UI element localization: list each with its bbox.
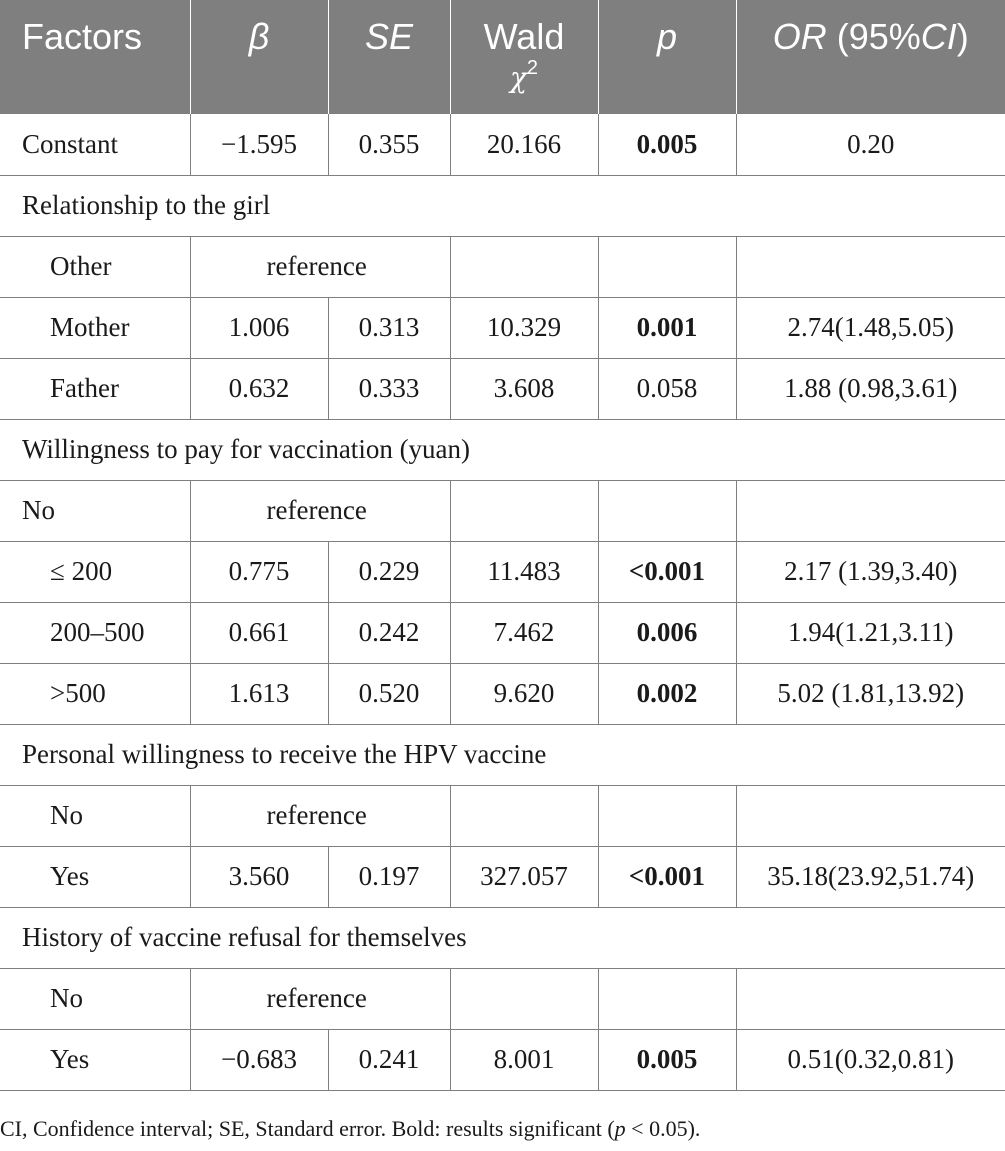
cell-beta: 0.632 — [190, 358, 328, 419]
cell-beta: 0.775 — [190, 541, 328, 602]
cell-or: 35.18(23.92,51.74) — [736, 846, 1005, 907]
cell-label: No — [0, 968, 190, 1029]
table-row — [0, 1029, 1005, 1090]
cell-p: 0.058 — [598, 358, 736, 419]
cell-p: <0.001 — [598, 846, 736, 907]
group-title: Willingness to pay for vaccination (yuan) — [0, 419, 1005, 480]
cell-empty — [736, 236, 1005, 297]
group-row-relationship — [0, 175, 1005, 236]
cell-label: No — [0, 480, 190, 541]
table-row — [0, 602, 1005, 663]
header-se — [328, 0, 450, 114]
cell-empty — [598, 785, 736, 846]
header-wald-chi: χ — [509, 60, 527, 94]
cell-p: 0.005 — [598, 1029, 736, 1090]
cell-se: 0.313 — [328, 297, 450, 358]
cell-wald: 8.001 — [450, 1029, 598, 1090]
group-row-personal — [0, 724, 1005, 785]
header-row — [0, 0, 1005, 114]
cell-se: 0.242 — [328, 602, 450, 663]
cell-beta: 1.006 — [190, 297, 328, 358]
cell-label: Father — [0, 358, 190, 419]
table-row — [0, 541, 1005, 602]
cell-or: 1.94(1.21,3.11) — [736, 602, 1005, 663]
cell-beta: 0.661 — [190, 602, 328, 663]
cell-label: No — [0, 785, 190, 846]
cell-wald: 7.462 — [450, 602, 598, 663]
cell-p: 0.006 — [598, 602, 736, 663]
cell-p: <0.001 — [598, 541, 736, 602]
cell-label: Yes — [0, 1029, 190, 1090]
cell-label: Mother — [0, 297, 190, 358]
header-factors: Factors — [0, 0, 190, 114]
cell-or: 1.88 (0.98,3.61) — [736, 358, 1005, 419]
cell-p: 0.001 — [598, 297, 736, 358]
cell-se: 0.241 — [328, 1029, 450, 1090]
cell-empty — [450, 480, 598, 541]
cell-reference: reference — [190, 480, 450, 541]
cell-wald: 20.166 — [450, 114, 598, 175]
cell-empty — [450, 968, 598, 1029]
cell-p: 0.002 — [598, 663, 736, 724]
cell-se: 0.333 — [328, 358, 450, 419]
table-row-constant — [0, 114, 1005, 175]
cell-empty — [598, 480, 736, 541]
cell-beta: −1.595 — [190, 114, 328, 175]
cell-wald: 9.620 — [450, 663, 598, 724]
cell-label: Yes — [0, 846, 190, 907]
header-or — [736, 0, 1005, 114]
cell-or: 2.74(1.48,5.05) — [736, 297, 1005, 358]
reference-row — [0, 480, 1005, 541]
group-row-refusal — [0, 907, 1005, 968]
cell-wald: 327.057 — [450, 846, 598, 907]
cell-se: 0.355 — [328, 114, 450, 175]
group-title: Relationship to the girl — [0, 175, 1005, 236]
table-row — [0, 846, 1005, 907]
cell-label: Constant — [0, 114, 190, 175]
cell-se: 0.229 — [328, 541, 450, 602]
cell-label: ≤ 200 — [0, 541, 190, 602]
cell-se: 0.197 — [328, 846, 450, 907]
cell-wald: 3.608 — [450, 358, 598, 419]
table-footnote — [0, 1116, 700, 1142]
cell-empty — [450, 785, 598, 846]
reference-row — [0, 785, 1005, 846]
cell-wald: 11.483 — [450, 541, 598, 602]
header-wald — [450, 0, 598, 114]
cell-wald: 10.329 — [450, 297, 598, 358]
cell-beta: −0.683 — [190, 1029, 328, 1090]
footnote-text-end: < 0.05). — [625, 1116, 701, 1141]
cell-beta: 3.560 — [190, 846, 328, 907]
header-beta — [190, 0, 328, 114]
reference-row — [0, 968, 1005, 1029]
header-or-close: ) — [956, 16, 969, 57]
cell-empty — [598, 968, 736, 1029]
group-title: History of vaccine refusal for themselves — [0, 907, 1005, 968]
cell-empty — [736, 480, 1005, 541]
header-se-label: SE — [364, 16, 414, 57]
cell-or: 0.20 — [736, 114, 1005, 175]
header-p-symbol: p — [656, 16, 678, 57]
header-or-paren: (95% — [826, 16, 921, 57]
cell-reference: reference — [190, 968, 450, 1029]
cell-or: 2.17 (1.39,3.40) — [736, 541, 1005, 602]
cell-label: Other — [0, 236, 190, 297]
cell-empty — [598, 236, 736, 297]
footnote-text: CI, Confidence interval; SE, Standard error. Bold: results significant ( — [0, 1116, 615, 1141]
cell-label: >500 — [0, 663, 190, 724]
cell-label: 200–500 — [0, 602, 190, 663]
table-row — [0, 297, 1005, 358]
header-beta-symbol: β — [248, 16, 270, 57]
header-or-ci: CI — [920, 16, 957, 57]
cell-beta: 1.613 — [190, 663, 328, 724]
table-row — [0, 663, 1005, 724]
cell-se: 0.520 — [328, 663, 450, 724]
cell-p: 0.005 — [598, 114, 736, 175]
cell-empty — [736, 968, 1005, 1029]
footnote-p-symbol: p — [614, 1116, 626, 1141]
cell-empty — [450, 236, 598, 297]
header-p — [598, 0, 736, 114]
cell-or: 5.02 (1.81,13.92) — [736, 663, 1005, 724]
header-or-label: OR — [772, 16, 827, 57]
cell-empty — [736, 785, 1005, 846]
header-wald-label: Wald — [483, 16, 565, 57]
cell-reference: reference — [190, 785, 450, 846]
group-title: Personal willingness to receive the HPV vaccine — [0, 724, 1005, 785]
reference-row — [0, 236, 1005, 297]
cell-reference: reference — [190, 236, 450, 297]
table-row — [0, 358, 1005, 419]
group-row-pay — [0, 419, 1005, 480]
cell-or: 0.51(0.32,0.81) — [736, 1029, 1005, 1090]
header-wald-sup: 2 — [526, 56, 539, 79]
